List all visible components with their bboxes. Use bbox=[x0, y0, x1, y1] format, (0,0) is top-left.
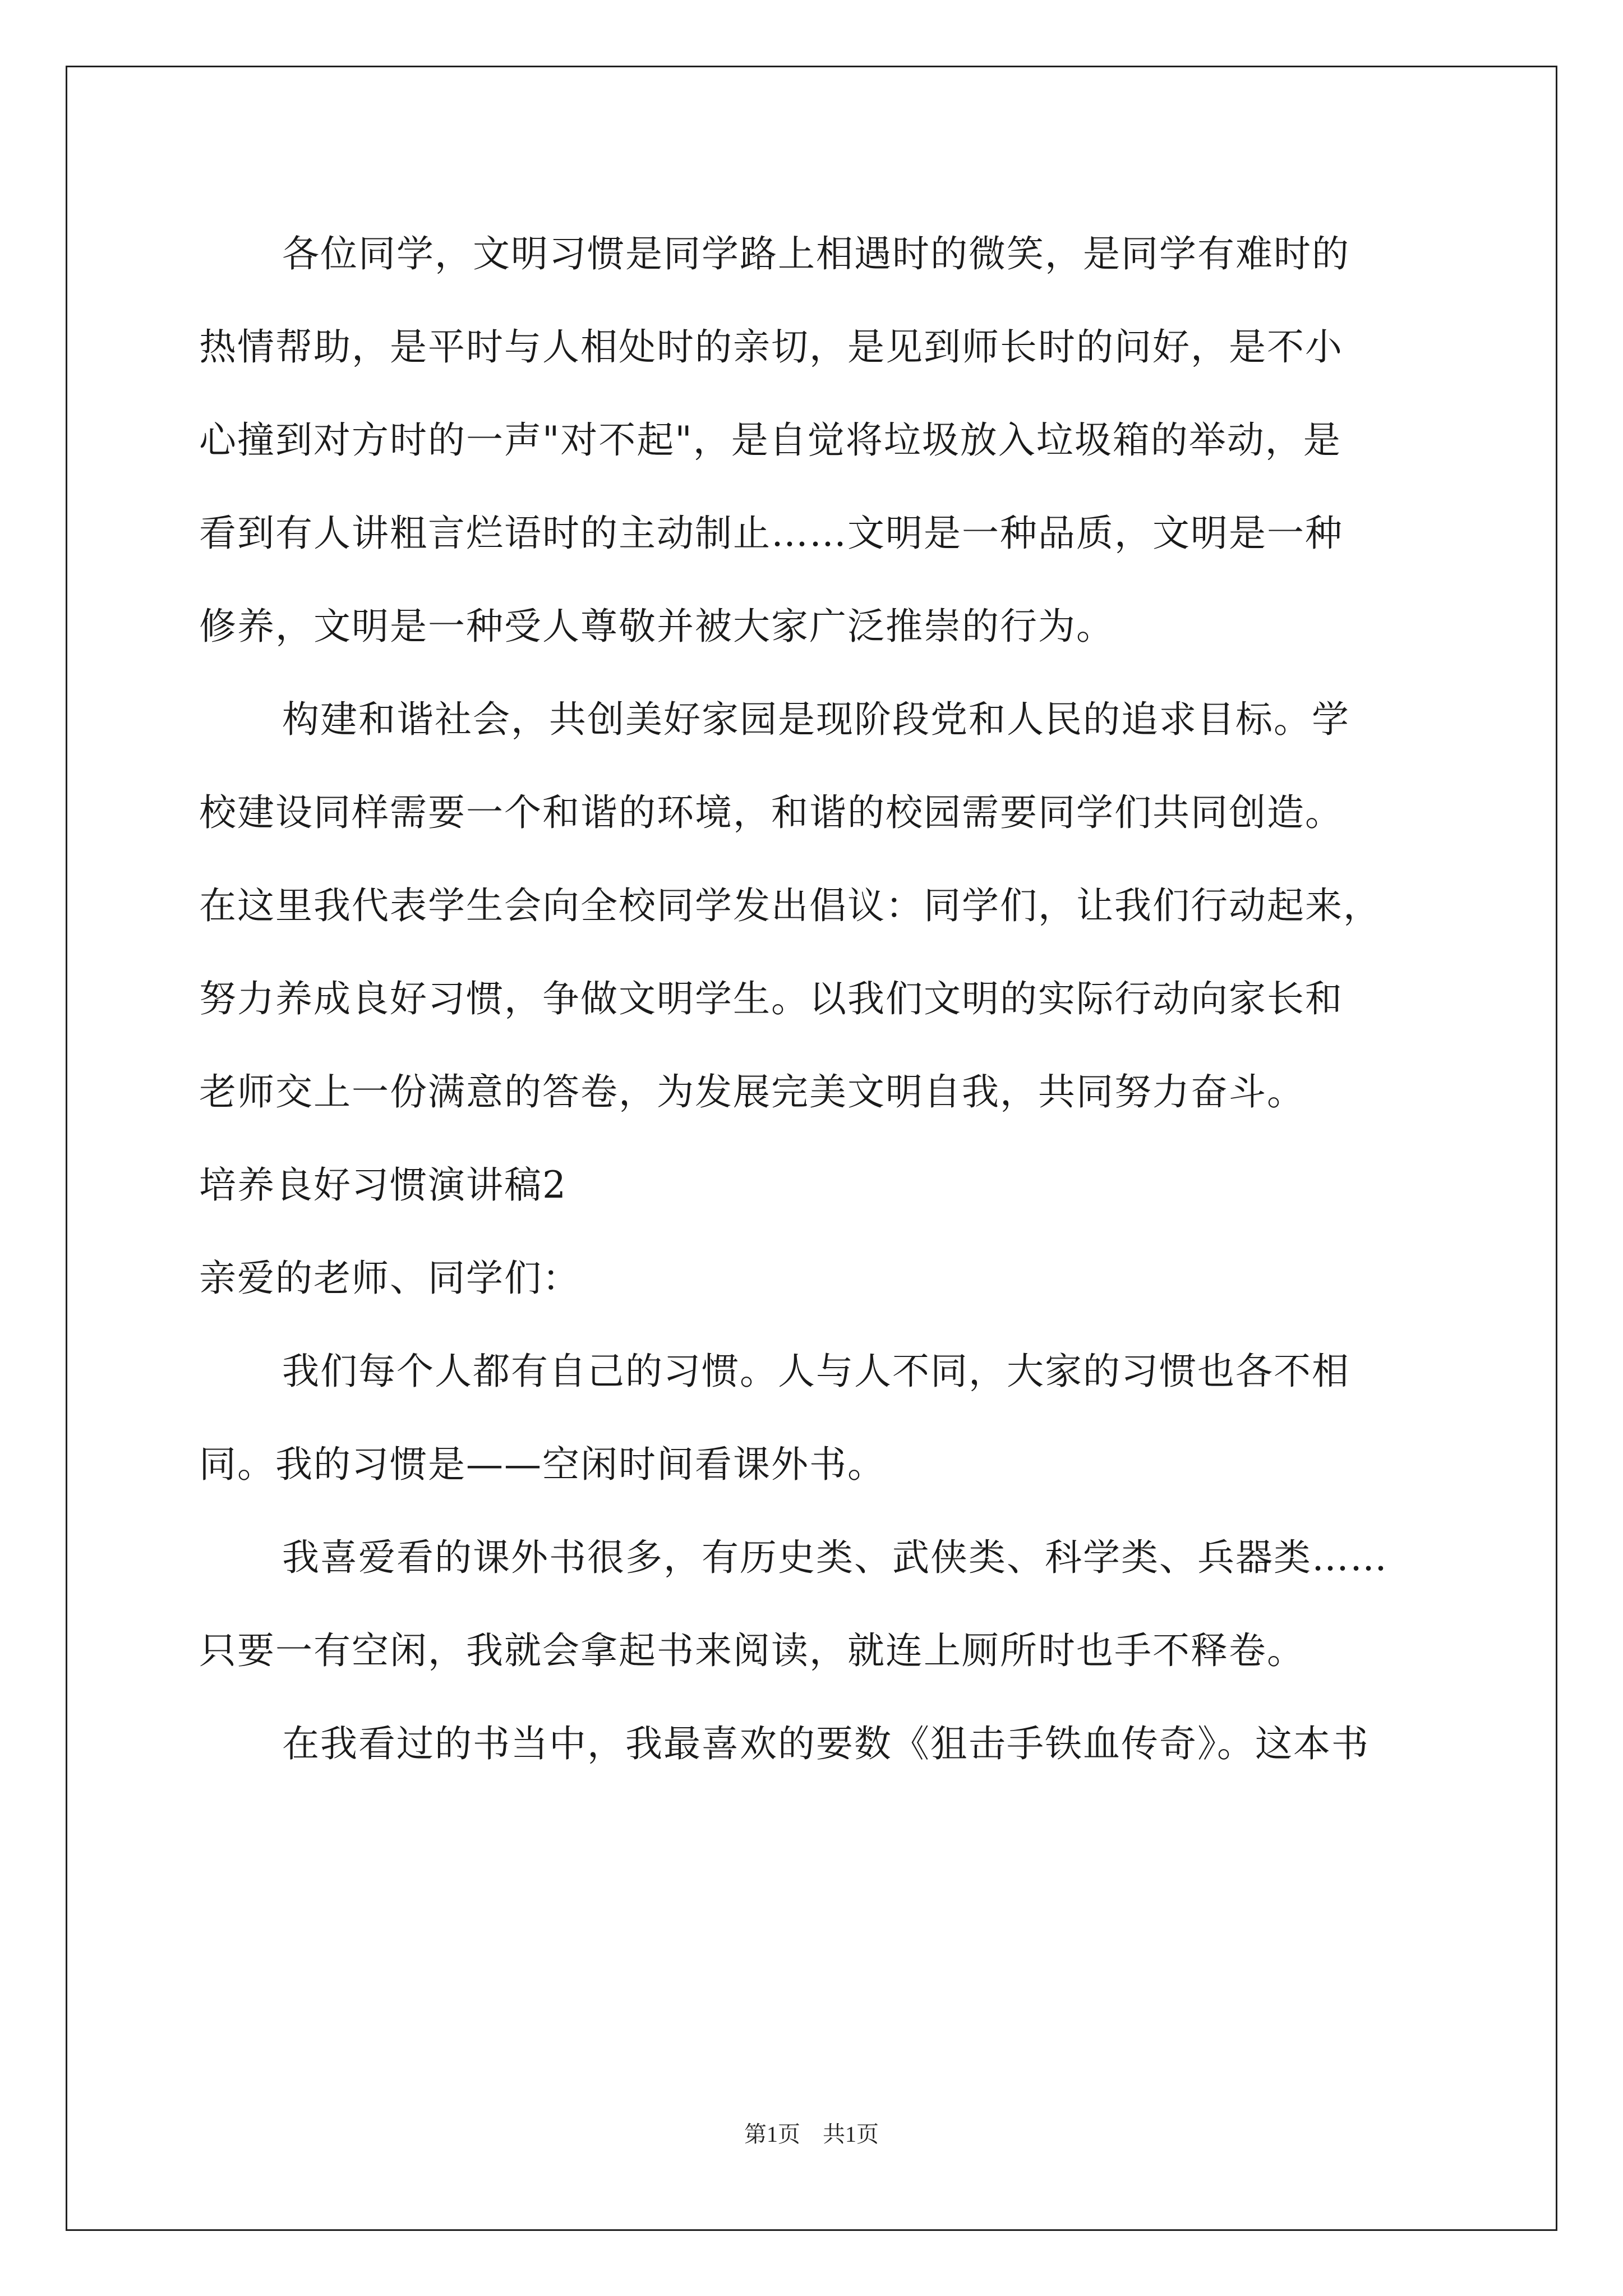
paragraph-line: 看到有人讲粗言烂语时的主动制止……文明是一种品质，文明是一种 bbox=[199, 512, 1343, 555]
paragraph-line: 努力养成良好习惯，争做文明学生。以我们文明的实际行动向家长和 bbox=[199, 977, 1343, 1020]
section-title: 培养良好习惯演讲稿2 bbox=[199, 1163, 567, 1207]
paragraph-line: 在这里我代表学生会向全校同学发出倡议：同学们，让我们行动起来， bbox=[199, 884, 1381, 927]
paragraph-line: 校建设同样需要一个和谐的环境，和谐的校园需要同学们共同创造。 bbox=[199, 791, 1343, 834]
salutation: 亲爱的老师、同学们： bbox=[199, 1257, 580, 1300]
paragraph-line: 心撞到对方时的一声"对不起"，是自觉将垃圾放入垃圾箱的举动，是 bbox=[199, 418, 1341, 462]
paragraph-line: 我喜爱看的课外书很多，有历史类、武侠类、科学类、兵器类…… bbox=[282, 1536, 1388, 1579]
paragraph-line: 我们每个人都有自己的习惯。人与人不同，大家的习惯也各不相 bbox=[282, 1350, 1350, 1393]
paragraph-line: 热情帮助，是平时与人相处时的亲切，是见到师长时的问好，是不小 bbox=[199, 325, 1343, 369]
paragraph-line: 同。我的习惯是——空闲时间看课外书。 bbox=[199, 1443, 886, 1486]
paragraph-line: 在我看过的书当中，我最喜欢的要数《狙击手铁血传奇》。这本书 bbox=[282, 1722, 1370, 1765]
paragraph-line: 修养，文明是一种受人尊敬并被大家广泛推崇的行为。 bbox=[199, 605, 1114, 648]
paragraph-line: 构建和谐社会，共创美好家园是现阶段党和人民的追求目标。学 bbox=[282, 698, 1350, 741]
document-body bbox=[199, 208, 1450, 1791]
paragraph-line: 只要一有空闲，我就会拿起书来阅读，就连上厕所时也手不释卷。 bbox=[199, 1629, 1305, 1672]
paragraph-line: 老师交上一份满意的答卷，为发展完美文明自我，共同努力奋斗。 bbox=[199, 1070, 1305, 1114]
page-number-footer: 第1页 共1页 bbox=[744, 2122, 879, 2147]
paragraph-line: 各位同学，文明习惯是同学路上相遇时的微笑，是同学有难时的 bbox=[282, 232, 1350, 275]
